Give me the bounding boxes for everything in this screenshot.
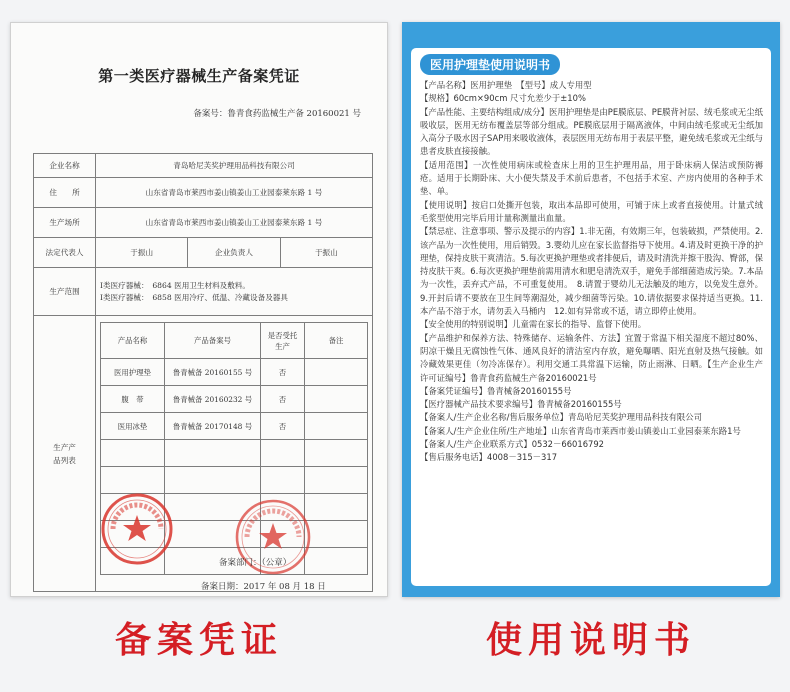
legal-rep-label: 法定代表人	[34, 238, 96, 268]
legal-rep-value: 于振山	[96, 238, 188, 268]
product-remark	[305, 359, 368, 386]
company-label: 企业名称	[34, 154, 96, 178]
table-row	[101, 386, 368, 413]
manual-caption: 使用说明书	[485, 620, 696, 661]
remark-header: 备注	[305, 323, 368, 359]
product-record-header: 产品备案号	[165, 323, 261, 359]
filing-date: 备案日期：2017 年 08 月 18 日	[201, 582, 326, 592]
principal-label: 企业负责人	[188, 238, 280, 268]
product-remark	[305, 413, 368, 440]
table-row	[101, 467, 368, 494]
product-remark	[305, 386, 368, 413]
manual-paragraph: 【使用说明】按启口处撕开包装，取出本品即可使用，可铺于床上或者直接使用。计量式绒毛浆型使用完毕后用计量称测量出血量。	[420, 199, 763, 223]
scope-line-2: Ⅰ类医疗器械： 6858 医用冷疗、低温、冷藏设备及器具	[100, 292, 288, 302]
principal-value: 于振山	[280, 238, 372, 268]
certificate-caption: 备案凭证	[114, 620, 283, 661]
product-commissioned: 否	[261, 413, 305, 440]
site-label: 生产场所	[34, 208, 96, 238]
manual-paragraph: 【备案人/生产企业住所/生产地址】山东省青岛市莱西市姜山镇姜山工业园泰莱东路1号	[420, 425, 741, 436]
scope-line-1: Ⅰ类医疗器械： 6864 医用卫生材料及敷料。	[100, 280, 251, 290]
table-row	[101, 413, 368, 440]
manual-paragraph: 【规格】60cm×90cm 尺寸允差少于±10%	[420, 93, 586, 104]
product-name: 医用护理垫	[101, 359, 165, 386]
filing-certificate	[10, 22, 388, 597]
product-name: 医用冰垫	[101, 413, 165, 440]
product-name-header: 产品名称	[101, 323, 165, 359]
manual-paragraph: 【产品名称】医用护理垫 【型号】成人专用型	[420, 80, 592, 90]
manual-paragraph: 【备案凭证编号】鲁青械备20160155号	[420, 385, 572, 396]
address-value: 山东省青岛市莱西市姜山镇姜山工业园泰莱东路 1 号	[96, 178, 373, 208]
manual-paragraph: 【备案人/生产企业名称/售后服务单位】青岛哈尼芙奖护理用品科技有限公司	[420, 412, 703, 423]
product-record: 鲁青械备 20160155 号	[165, 359, 261, 386]
manual-paragraph: 【安全使用的特别说明】儿童需在家长的指导、监督下使用。	[420, 319, 647, 330]
table-row	[101, 440, 368, 467]
manual-body	[420, 79, 763, 465]
scope-value	[96, 268, 373, 316]
commissioned-header: 是否受托生产	[261, 323, 305, 359]
manual-paragraph: 【产品性能、主要结构组成/成分】医用护理垫是由PE膜底层、PE膜背衬层、绒毛浆或无尘纸吸收层，医用无纺布覆盖层等部分组成。PE膜底层用于隔离液体，中间由绒毛浆或无尘纸加入高分子吸水因子SAP用来吸收液体，表层医用无纺布用于表层平整，避免绒毛浆或无尘纸与患者皮肤直接接触。	[420, 106, 763, 157]
product-record: 鲁青械备 20170148 号	[165, 413, 261, 440]
product-name: 腹 带	[101, 386, 165, 413]
site-value: 山东省青岛市莱西市姜山镇姜山工业园泰莱东路 1 号	[96, 208, 373, 238]
certificate-title: 第一类医疗器械生产备案凭证	[98, 67, 300, 85]
filing-department: 备案部门：（公章）	[219, 558, 292, 568]
record-number: 备案号：鲁青食药监械生产备 20160021 号	[193, 109, 361, 119]
scope-label: 生产范围	[34, 268, 96, 316]
manual-paragraph: 【产品维护和保养方法、特殊储存、运输条件、方法】宜置于常温下相关湿度不超过80%、阴凉干燥且无腐蚀性气体、通风良好的清洁室内存放，避免曝晒、阳光直射及热气接触。如冷藏效果更佳（勿冷冻保存）。利用交通工具常温下运输，防止雨淋、日晒。【生产企业生产许可证编号】鲁青食药监械生产备20160021号	[420, 332, 763, 383]
product-record: 鲁青械备 20160232 号	[165, 386, 261, 413]
company-value: 青岛哈尼芙奖护理用品科技有限公司	[96, 154, 373, 178]
products-label: 生产产品列表	[34, 316, 96, 592]
table-row	[101, 359, 368, 386]
certificate-table	[33, 153, 373, 592]
address-label: 住 所	[34, 178, 96, 208]
manual-paragraph: 【适用范围】一次性使用病床或检查床上用的卫生护理用品，用于卧床病人保洁或预防褥疮。适用于长期卧床、大小便失禁及手术前后患者，不包括手术室、产房内使用的各种手术垫、单。	[420, 159, 763, 197]
company-seal-icon	[99, 491, 175, 567]
manual-paragraph: 【医疗器械产品技术要求编号】鲁青械备20160155号	[420, 399, 622, 410]
manual-title: 医用护理垫使用说明书	[420, 54, 560, 75]
manual-paragraph: 【禁忌症、注意事项、警示及提示的内容】1.非无菌，有效期三年，包装破损，严禁使用。2.该产品为一次性使用，用后销毁。3.婴幼儿应在家长监督指导下使用。4.请及时更换干净的护理垫，保持皮肤干爽清洁。5.每次更换护理垫或者排便后，请及时清洗并擦干股沟、臀部，保持皮肤干爽。6.每次更换护理垫前需用清水和肥皂清洗双手，避免手部细菌造成污染。7.本品为一次性，丢弃式产品，不可重复使用。 8.请置于婴幼儿无法触及的地方，以免发生意外。9.开封后请不要放在卫生间等潮湿处，减少细菌等污染。10.请依据要求保持适当更换。11.本产品不溶于水，请勿丢入马桶内 12.如有异常或不适，请立即停止使用。	[420, 226, 763, 317]
manual-card	[411, 48, 771, 586]
manual-paragraph: 【售后服务电话】4008－315－317	[420, 452, 558, 463]
product-commissioned: 否	[261, 359, 305, 386]
instruction-manual	[402, 22, 780, 597]
product-commissioned: 否	[261, 386, 305, 413]
manual-paragraph: 【备案人/生产企业联系方式】0532－66016792	[420, 439, 605, 450]
